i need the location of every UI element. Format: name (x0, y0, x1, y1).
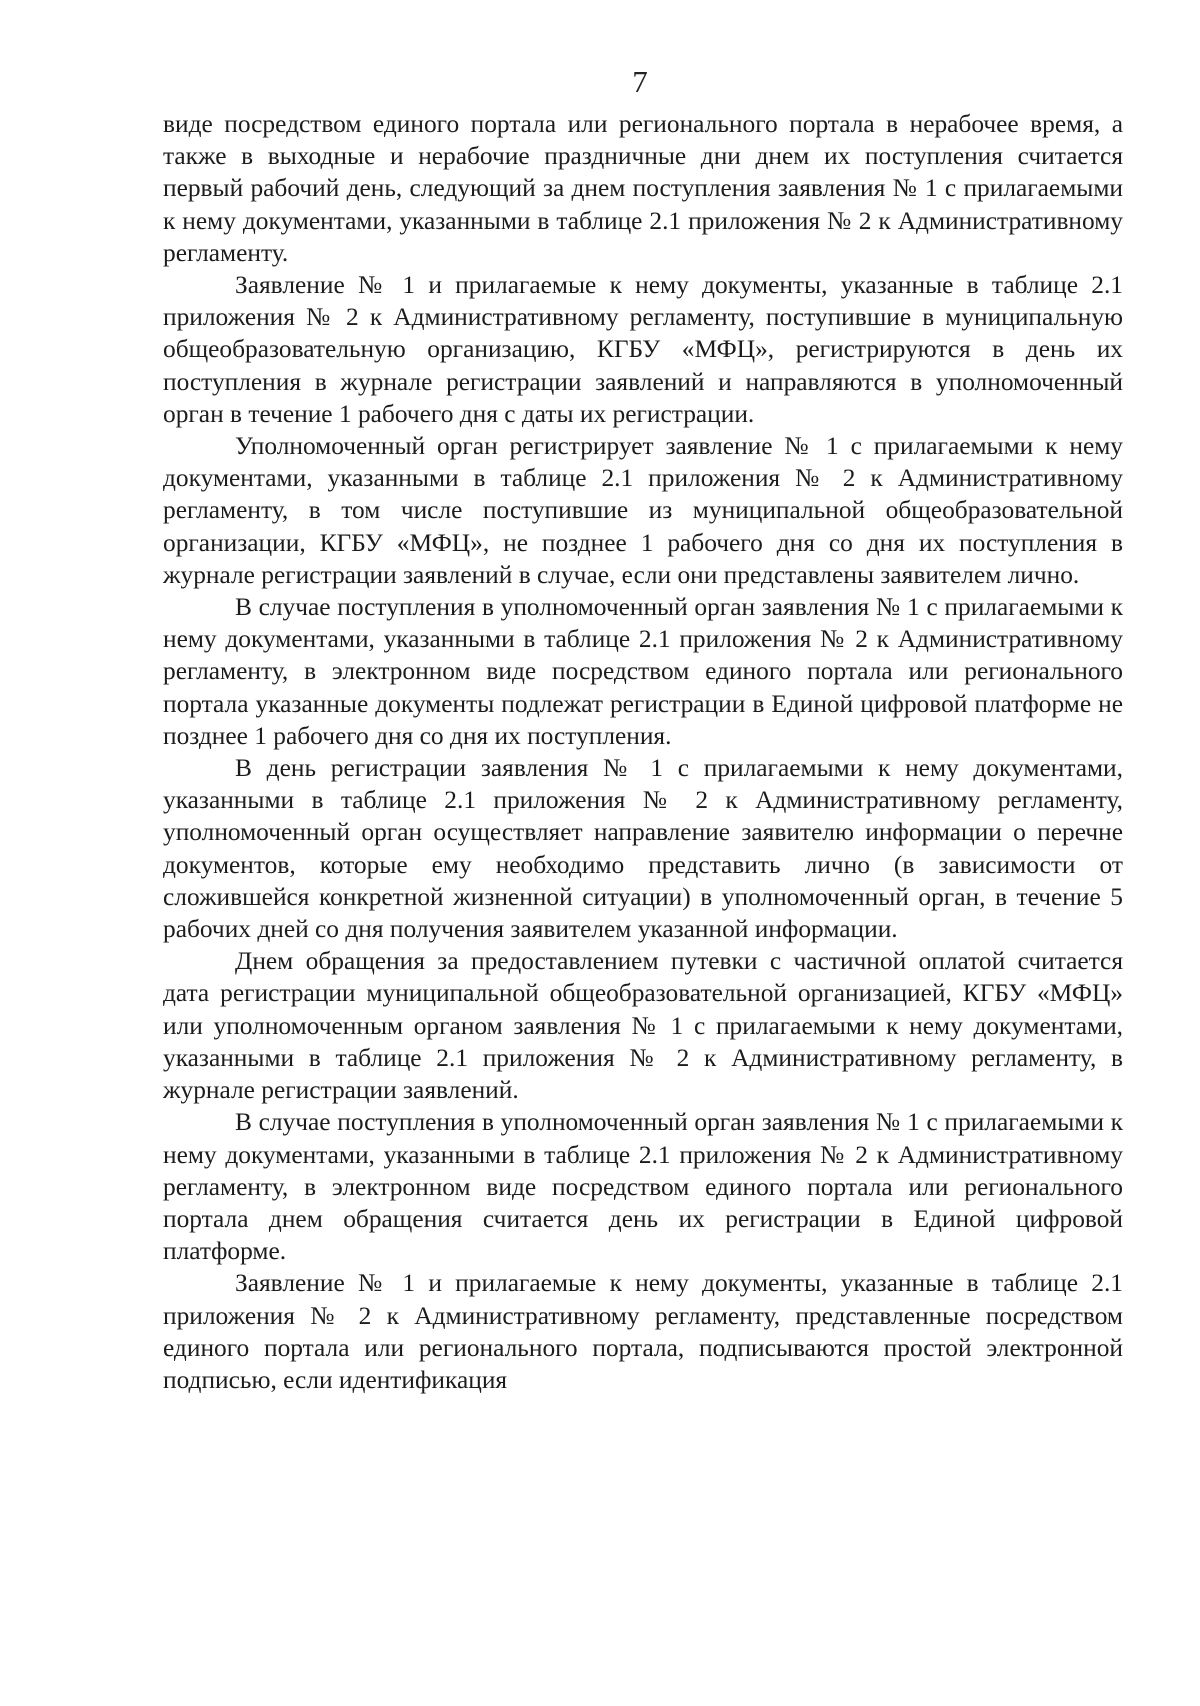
page-number: 7 (632, 64, 648, 99)
document-body (163, 108, 1123, 1396)
paragraph: виде посредством единого портала или регионального портала в нерабочее время, а также в выходные и нерабочие праздничные дни днем их поступления считается первый рабочий день, следующий за днем поступления заявления № 1 с прилагаемыми к нему документами, указанными в таблице 2.1 приложения № 2 к Административному регламенту. (163, 110, 1123, 267)
paragraph: В случае поступления в уполномоченный орган заявления № 1 с прилагаемыми к нему документами, указанными в таблице 2.1 приложения № 2 к Административному регламенту, в электронном виде посредством единого портала или регионального портала указанные документы подлежат регистрации в Единой цифровой платформе не позднее 1 рабочего дня со дня их поступления. (163, 593, 1123, 750)
paragraph: Днем обращения за предоставлением путевки с частичной оплатой считается дата регистрации муниципальной общеобразовательной организацией, КГБУ «МФЦ» или уполномоченным органом заявления № 1 с прилагаемыми к нему документами, указанными в таблице 2.1 приложения № 2 к Административному регламенту, в журнале регистрации заявлений. (163, 947, 1123, 1105)
paragraph: Заявление № 1 и прилагаемые к нему документы, указанные в таблице 2.1 приложения № 2 к Административному регламенту, представленные посредством единого портала или регионального портала, подписываются простой электронной подписью, если идентификация (163, 1269, 1123, 1394)
paragraph: Заявление № 1 и прилагаемые к нему документы, указанные в таблице 2.1 приложения № 2 к Административному регламенту, поступившие в муниципальную общеобразовательную организацию, КГБУ «МФЦ», регистрируются в день их поступления в журнале регистрации заявлений и направляются в уполномоченный орган в течение 1 рабочего дня с даты их регистрации. (163, 271, 1123, 428)
paragraph: В случае поступления в уполномоченный орган заявления № 1 с прилагаемыми к нему документами, указанными в таблице 2.1 приложения № 2 к Административному регламенту, в электронном виде посредством единого портала или регионального портала днем обращения считается день их регистрации в Единой цифровой платформе. (163, 1108, 1123, 1266)
paragraph: В день регистрации заявления № 1 с прилагаемыми к нему документами, указанными в таблице 2.1 приложения № 2 к Административному регламенту, уполномоченный орган осуществляет направление заявителю информации о перечне документов, которые ему необходимо представить лично (в зависимости от сложившейся конкретной жизненной ситуации) в уполномоченный орган, в течение 5 рабочих дней со дня получения заявителем указанной информации. (163, 754, 1123, 944)
paragraph: Уполномоченный орган регистрирует заявление № 1 с прилагаемыми к нему документами, указанными в таблице 2.1 приложения № 2 к Административному регламенту, в том числе поступившие из муниципальной общеобразовательной организации, КГБУ «МФЦ», не позднее 1 рабочего дня со дня их поступления в журнале регистрации заявлений в случае, если они представлены заявителем лично. (163, 432, 1123, 589)
